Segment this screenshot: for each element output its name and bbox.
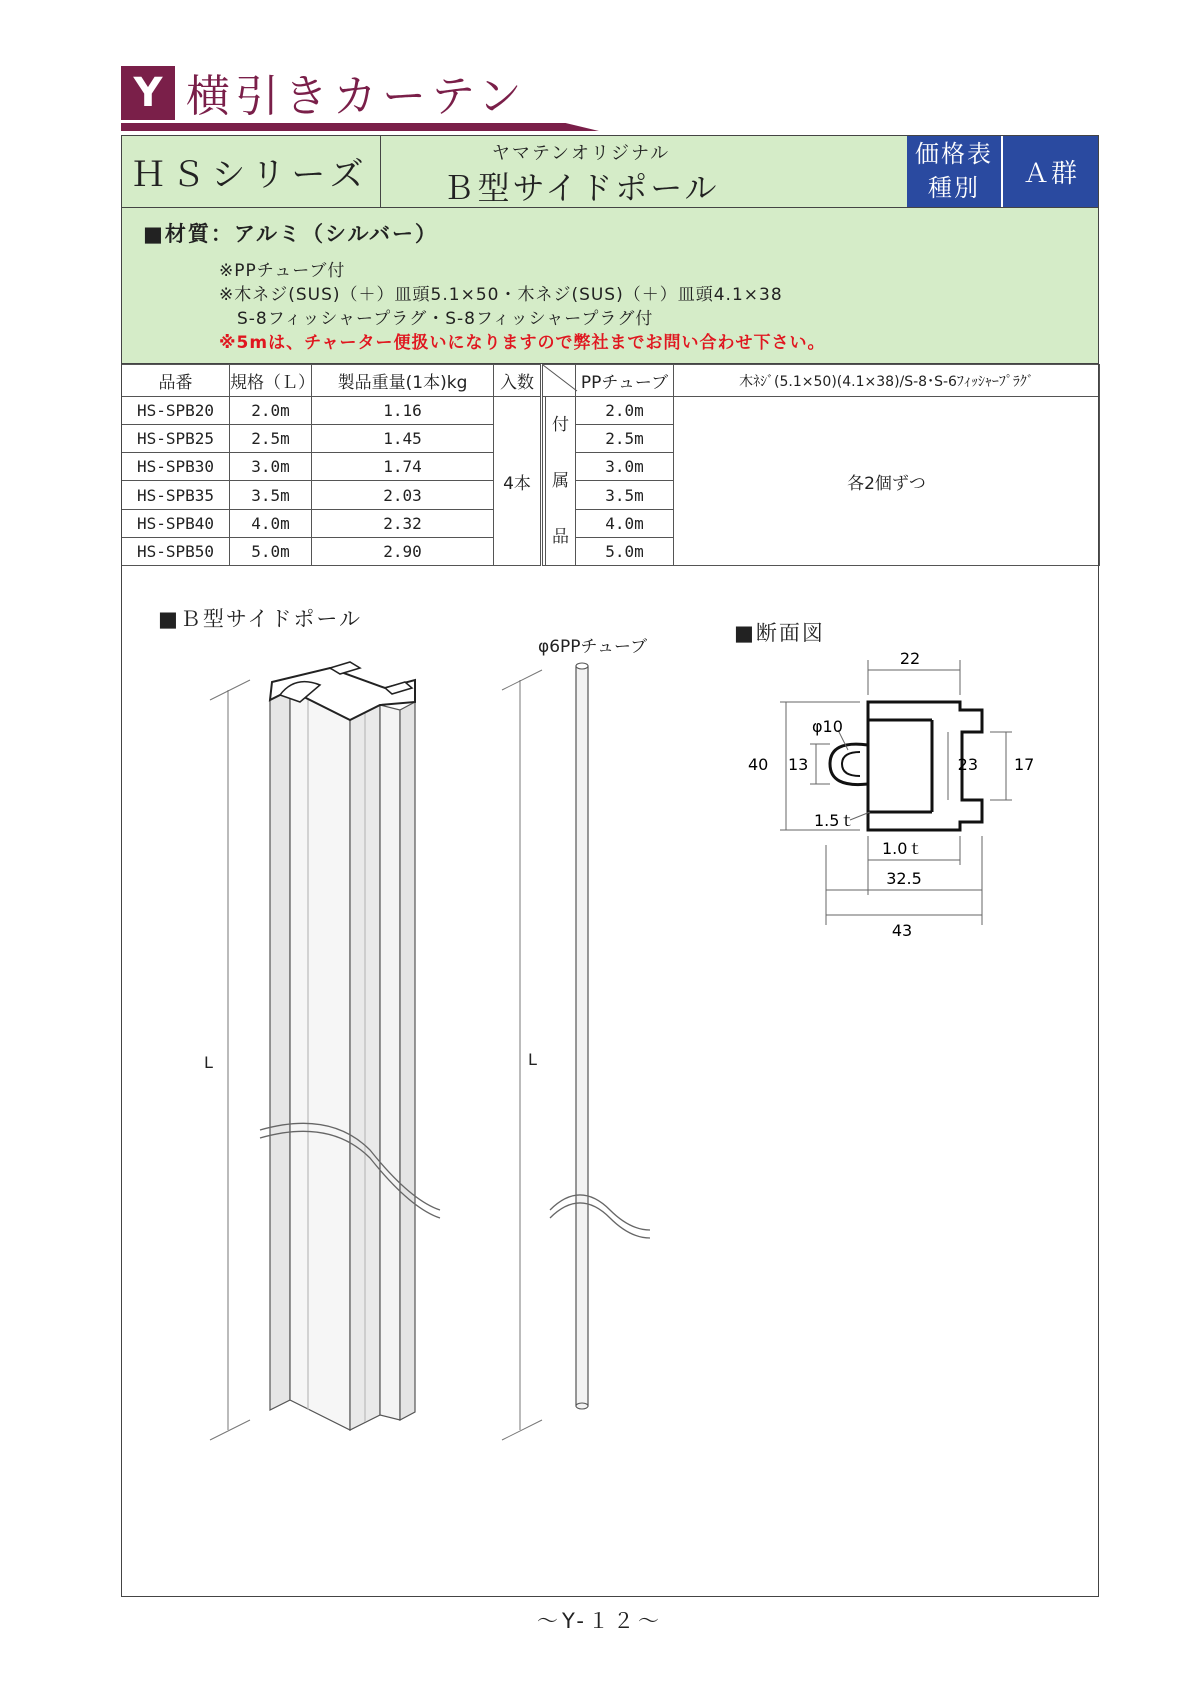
product-subtitle: ヤマテンオリジナル [491,143,671,164]
dim-17: 17 [1014,755,1035,774]
dim-23: 23 [957,755,978,774]
note-plugs: S-8フィッシャープラグ・S-8フィッシャープラグ付 [237,309,654,329]
dim-22: 22 [899,649,921,668]
col-pp-tube: PPチューブ [576,365,674,397]
cell-screws: 各2個ずつ [674,397,1100,566]
col-weight: 製品重量(1本)kg [312,365,494,397]
pole-length-dimension [210,680,250,1440]
col-qty: 入数 [494,365,542,397]
page-number: ～Y-１２～ [537,1609,663,1633]
cell-code: HS-SPB25 [122,425,230,453]
dim-1-0t: 1.0ｔ [882,839,924,858]
pole-section-label: ■Ｂ型サイドポール [158,607,362,631]
cell-size: 3.0m [230,453,312,481]
dim-phi10: φ10 [812,717,843,736]
cell-pp: 3.5m [576,481,674,509]
section-badge: Y [121,66,175,120]
dim-1-5t: 1.5ｔ [814,811,856,830]
note-screws: ※木ネジ(SUS)（＋）皿頭5.1×50・木ネジ(SUS)（＋）皿頭4.1×38 [219,285,783,305]
product-name: Ｂ型サイドポール [442,169,720,207]
cell-pp: 3.0m [576,453,674,481]
cell-qty: 4本 [494,397,542,566]
note-charter: ※5mは、チャーター便扱いになりますので弊社までお問い合わせ下さい。 [219,333,826,353]
col-size: 規格（Ｌ） [230,365,312,397]
cross-section-drawing [730,640,1035,940]
pole-body [270,662,415,1430]
cell-weight: 1.74 [312,453,494,481]
pp-tube [576,663,588,1409]
cell-size: 2.0m [230,397,312,425]
page-title: 横引きカーテン [186,71,527,122]
cell-code: HS-SPB40 [122,509,230,537]
cell-size: 4.0m [230,509,312,537]
attach-char: 付 [552,415,569,435]
dim-13: 13 [788,755,809,774]
cell-pp: 2.5m [576,425,674,453]
pole-length-mark: L [204,1053,213,1072]
cell-pp: 2.0m [576,397,674,425]
col-screws: 木ﾈｼﾞ(5.1×50)(4.1×38)/S-8･S-6ﾌｨｯｼｬｰﾌﾟﾗｸﾞ [674,365,1100,397]
tube-label: φ6PPチューブ [538,637,648,657]
cell-code: HS-SPB20 [122,397,230,425]
cell-weight: 1.16 [312,397,494,425]
cell-size: 3.5m [230,481,312,509]
cell-pp: 4.0m [576,509,674,537]
attach-char: 属 [552,471,569,491]
cell-pp: 5.0m [576,537,674,565]
pole-illustration [180,640,700,1460]
title-underline [121,123,599,131]
tube-holder [830,744,868,784]
dim-43: 43 [891,921,913,940]
col-code: 品番 [122,365,230,397]
dim-32-5: 32.5 [886,869,922,888]
cell-code: HS-SPB30 [122,453,230,481]
tube-break-wave [550,1195,650,1230]
attach-char: 品 [552,527,569,547]
cell-code: HS-SPB50 [122,537,230,565]
cross-section-label: ■断面図 [734,621,825,645]
price-label-line2: 種別 [928,174,980,202]
cell-size: 5.0m [230,537,312,565]
cell-weight: 1.45 [312,425,494,453]
cell-weight: 2.32 [312,509,494,537]
note-pp-tube: ※PPチューブ付 [219,261,346,281]
tube-length-mark: L [528,1050,537,1069]
dim-40: 40 [748,755,769,774]
cell-weight: 2.90 [312,537,494,565]
price-label-line1: 価格表 [915,140,993,168]
material-text: ■材質：アルミ（シルバー） [143,222,439,246]
cell-code: HS-SPB35 [122,481,230,509]
series-name: ＨＳシリーズ [121,135,381,207]
cell-weight: 2.03 [312,481,494,509]
price-group: Ａ群 [1003,135,1099,207]
cell-size: 2.5m [230,425,312,453]
